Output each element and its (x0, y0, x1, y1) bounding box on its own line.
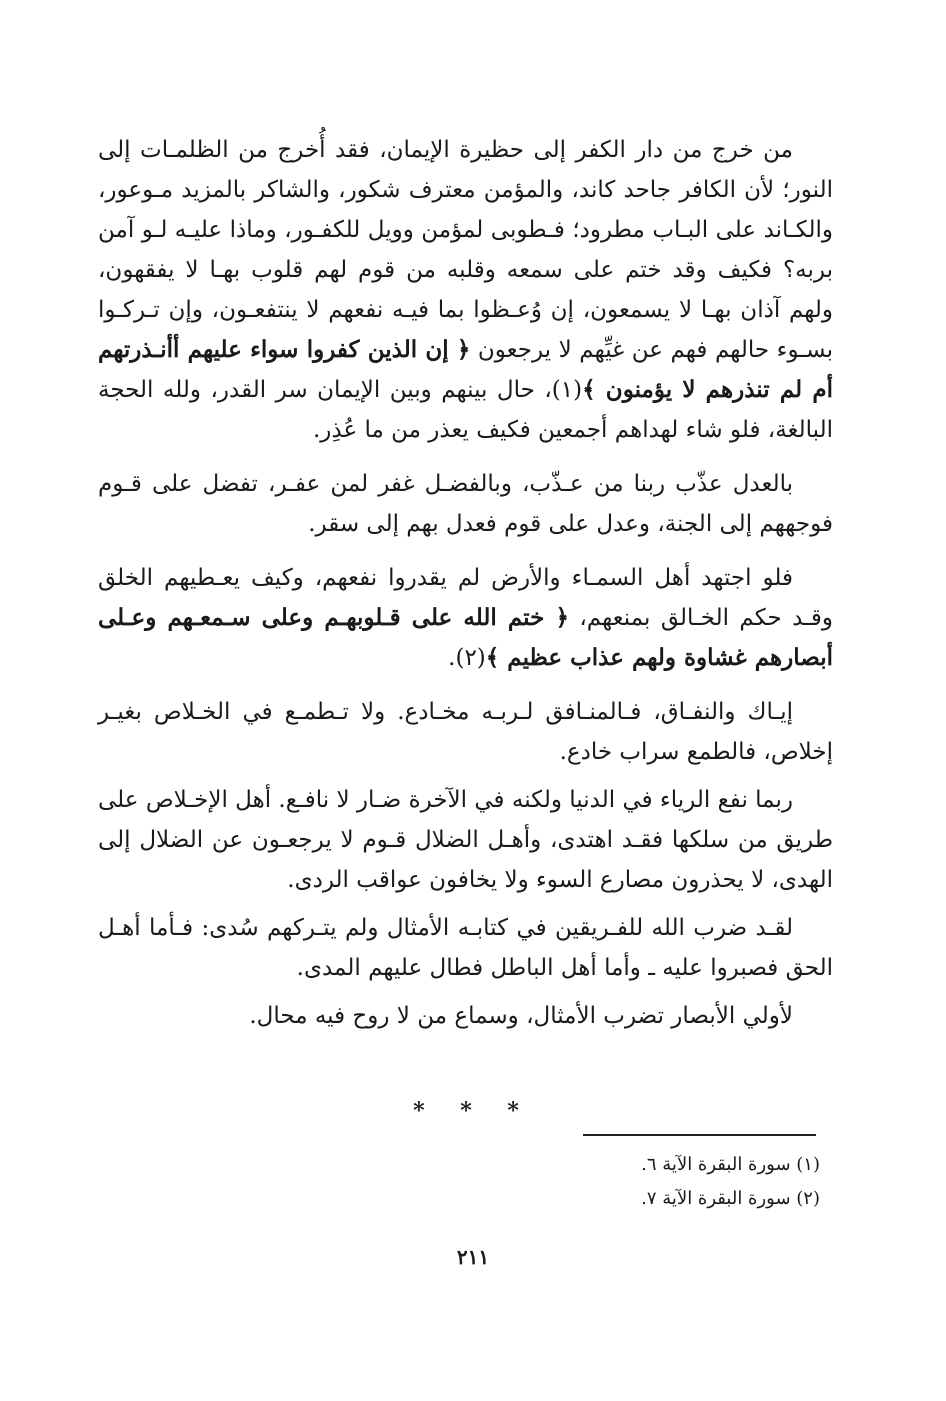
quran-verse-2: ﴿ ختم الله على قـلوبهـم وعلى سـمعـهم وعـلى أبصارهم غشاوة ولهم عذاب عظيم ﴾ (98, 604, 833, 671)
body-text (98, 130, 833, 1044)
section-separator: * * * (413, 1098, 533, 1124)
paragraph-3 (98, 558, 833, 678)
paragraph-2-text: بالعدل عذّب ربنا من عـذّب، وبالفضـل غفر لمن عفـر، تفضل على قـوم فوجههم إلى الجنة، وعدل على قوم فعدل بهم إلى سقر. (98, 471, 833, 537)
paragraph-1-text-1: من خرج من دار الكفر إلى حظيرة الإيمان، فقد أُخرج من الظلمـات إلى النور؛ لأن الكافر جاحد كاند، والمؤمن معترف شكور، والشاكر بالمزيد مـوعور، والكـاند على البـاب مطرود؛ فـطوبى لمؤمن وويل للكفـور، وماذا عليـه لـو آمن بربه؟ فكيف وقد ختم على سمعه وقلبه من قوم لهم قلوب بهـا لا يفقهون، ولهم آذان بهـا لا يسمعون، إن وُعـظوا بما فيـه نفعهم لا ينتفعـون، وإن تـركـوا بسـوء حالهم فهم عن غيِّهم لا يرجعون (98, 137, 833, 363)
paragraph-7 (98, 996, 833, 1036)
paragraph-3-text-2: (٢). (448, 645, 486, 671)
footnotes (641, 1148, 820, 1216)
paragraph-5 (98, 780, 833, 900)
paragraph-2 (98, 464, 833, 544)
paragraph-1 (98, 130, 833, 450)
quran-verse-1: ﴿ إن الذين كفروا سواء عليهم أأنـذرتهم أم لم تنذرهم لا يؤمنون ﴾ (98, 336, 833, 403)
paragraph-5-text: ربما نفع الرياء في الدنيا ولكنه في الآخرة ضـار لا نافـع. أهل الإخـلاص على طريق من سلكها فقـد اهتدى، وأهـل الضلال قـوم لا يرجعـون عن الضلال إلى الهدى، لا يحذرون مصارع السوء ولا يخافون عواقب الردى. (98, 787, 833, 893)
paragraph-1-text-2: (١)، حال بينهم وبين الإيمان سر القدر، ولله الحجة البالغة، فلو شاء لهداهم أجمعين فكيف يعذر من ما عُذِر. (98, 377, 833, 443)
paragraph-6-text: لقـد ضرب الله للفـريقين في كتابـه الأمثال ولم يتـركهم سُدى: فـأما أهـل الحق فصبروا عليه ـ وأما أهل الباطل فطال عليهم المدى. (98, 915, 833, 981)
paragraph-6 (98, 908, 833, 988)
paragraph-3-text-1: فلو اجتهد أهل السمـاء والأرض لم يقدروا نفعهم، وكيف يعـطيهم الخلق وقـد حكم الخـالق بمنعهم، (98, 565, 833, 631)
footnote-2: (٢) سورة البقرة الآية ٧. (641, 1188, 820, 1209)
paragraph-4 (98, 692, 833, 772)
footnote-1: (١) سورة البقرة الآية ٦. (641, 1154, 820, 1175)
paragraph-4-text: إيـاك والنفـاق، فـالمنـافق لـربـه مخـادع. ولا تـطمـع في الخـلاص بغيـر إخلاص، فالطمع سراب خادع. (98, 699, 833, 765)
paragraph-7-text: لأولي الأبصار تضرب الأمثال، وسماع من لا روح فيه محال. (249, 1003, 793, 1029)
page-number: ٢١١ (456, 1245, 490, 1269)
footnote-divider (583, 1134, 816, 1136)
